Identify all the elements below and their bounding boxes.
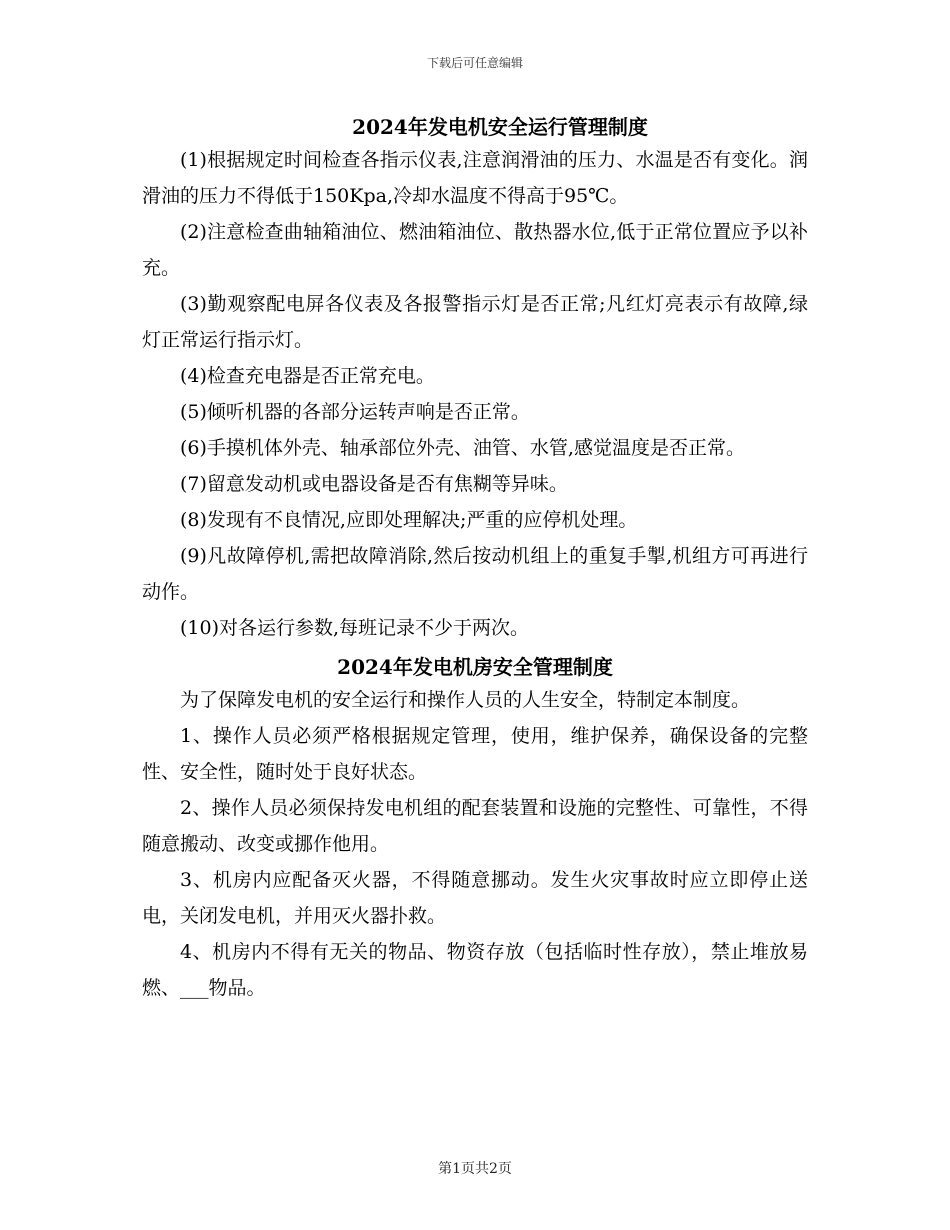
section1-paragraph-5: (5)倾听机器的各部分运转声响是否正常。: [180, 401, 530, 423]
document-body: [142, 112, 808, 1006]
section1-paragraph-8: (8)发现有不良情况,应即处理解决;严重的应停机处理。: [180, 509, 638, 531]
section2-paragraph-intro: 为了保障发电机的安全运行和操作人员的人生安全，特制定本制度。: [180, 689, 751, 711]
section2-paragraph-4: 4、机房内不得有无关的物品、物资存放（包括临时性存放），禁止堆放易燃、___物品。: [142, 941, 808, 999]
section1-paragraph-4: (4)检查充电器是否正常充电。: [180, 365, 435, 387]
section1-paragraph-9: (9)凡故障停机,需把故障消除,然后按动机组上的重复手掣,机组方可再进行动作。: [142, 545, 808, 603]
section1-paragraph-10: (10)对各运行参数,每班记录不少于两次。: [180, 617, 530, 639]
section1-paragraph-2: (2)注意检查曲轴箱油位、燃油箱油位、散热器水位,低于正常位置应予以补充。: [142, 221, 808, 279]
page-footer: 第1页共2页: [438, 1161, 512, 1177]
section1-paragraph-6: (6)手摸机体外壳、轴承部位外壳、油管、水管,感觉温度是否正常。: [180, 437, 745, 459]
section2-title: 2024年发电机房安全管理制度: [337, 655, 613, 679]
section1-paragraph-3: (3)勤观察配电屏各仪表及各报警指示灯是否正常;凡红灯亮表示有故障,绿灯正常运行指示灯。: [142, 293, 808, 351]
section2-paragraph-2: 2、操作人员必须保持发电机组的配套装置和设施的完整性、可靠性，不得随意搬动、改变或挪作他用。: [142, 797, 808, 855]
section2-paragraph-3: 3、机房内应配备灭火器，不得随意挪动。发生火灾事故时应立即停止送电，关闭发电机，并用灭火器扑救。: [142, 869, 808, 927]
section1-paragraph-1: (1)根据规定时间检查各指示仪表,注意润滑油的压力、水温是否有变化。润滑油的压力不得低于150Kpa,冷却水温度不得高于95℃。: [142, 149, 808, 207]
section1-title: 2024年发电机安全运行管理制度: [352, 115, 648, 139]
section1-paragraph-7: (7)留意发动机或电器设备是否有焦糊等异味。: [180, 473, 568, 495]
page-header-note: 下载后可任意编辑: [426, 56, 523, 70]
section2-paragraph-1: 1、操作人员必须严格根据规定管理，使用，维护保养，确保设备的完整性、安全性，随时处于良好状态。: [142, 725, 808, 783]
